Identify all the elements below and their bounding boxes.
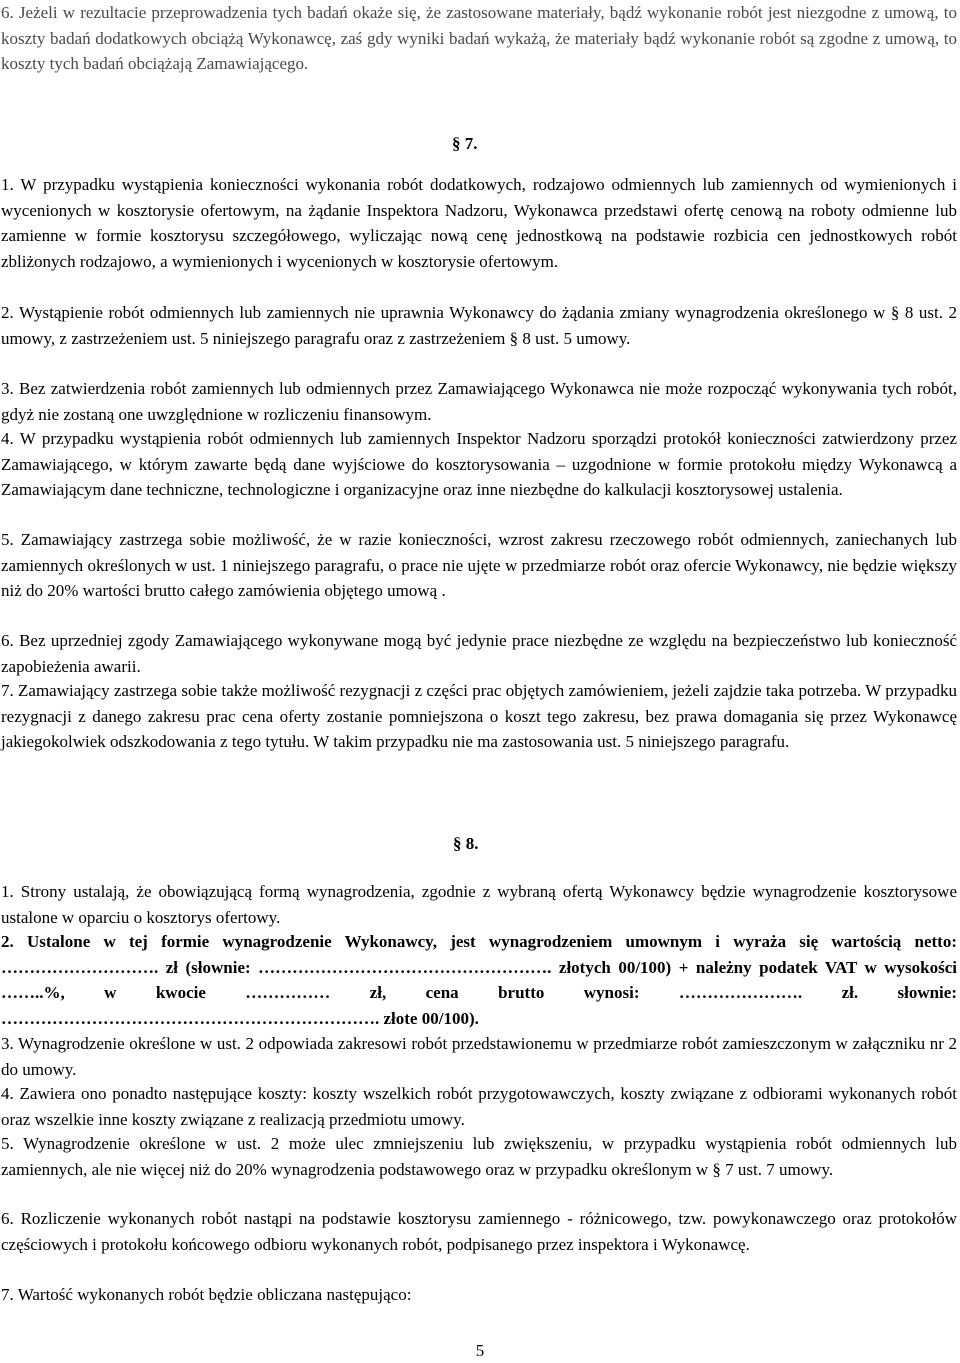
s7-paragraph-3: 3. Bez zatwierdzenia robót zamiennych lub odmiennych przez Zamawiającego Wykonawca nie może rozpocząć wykonywania tych robót, gdyż nie zostaną one uwzględnione w rozliczeniu finansowym. <box>1 379 957 424</box>
s8-paragraph-6: 6. Rozliczenie wykonanych robót nastąpi na podstawie kosztorysu zamiennego - różnicowego, tzw. powykonawczego oraz protokołów częściowych i protokołu końcowego odbioru wykonanych robót, podpisanego przez inspektora i Wykonawcę. <box>1 1209 957 1254</box>
s7-paragraph-6: 6. Bez uprzedniej zgody Zamawiającego wykonywane mogą być jedynie prace niezbędne ze względu na bezpieczeństwo lub konieczność zapobieżenia awarii. <box>1 631 957 676</box>
s8-paragraph-3: 3. Wynagrodzenie określone w ust. 2 odpowiada zakresowi robót przedstawionemu w przedmiarze robót zamieszczonym w załączniku nr 2 do umowy. <box>1 1034 957 1079</box>
s8-paragraph-1: 1. Strony ustalają, że obowiązującą formą wynagrodzenia, zgodnie z wybraną ofertą Wykonawcy będzie wynagrodzenie kosztorysowe ustalone w oparciu o kosztorys ofertowy. <box>1 882 957 927</box>
s7-paragraph-2: 2. Wystąpienie robót odmiennych lub zamiennych nie uprawnia Wykonawcy do żądania zmiany wynagrodzenia określonego w § 8 ust. 2 umowy, z zastrzeżeniem ust. 5 niniejszego paragrafu oraz z zastrzeżeniem § 8 ust. 5 umowy. <box>1 303 957 348</box>
s7-paragraph-4: 4. W przypadku wystąpienia robót odmiennych lub zamiennych Inspektor Nadzoru sporządzi protokół konieczności zatwierdzony przez Zamawiającego, w którym zawarte będą dane wyjściowe do kosztorysowania – uzgodnione w formie protokołu między Wykonawcą a Zamawiającym dane techniczne, technologiczne i organizacyjne oraz inne niezbędne do kalkulacji kosztorysowej ustalenia. <box>1 429 957 500</box>
s8-paragraph-5: 5. Wynagrodzenie określone w ust. 2 może ulec zmniejszeniu lub zwiększeniu, w przypadku wystąpienia robót odmiennych lub zamiennych, ale nie więcej niż do 20% wynagrodzenia podstawowego oraz w przypadku określonym w § 7 ust. 7 umowy. <box>1 1134 957 1179</box>
s8-paragraph-2: 2. Ustalone w tej formie wynagrodzenie Wykonawcy, jest wynagrodzeniem umownym i wyraża się wartością netto: ………………………. zł (słownie: ……………………………………………. złotych 00/100) + należny podatek VAT w wysokości ……..%, w kwocie …………… zł, cena brutto wynosi: …………………. zł. słownie: …………………………………………………………. złote 00/100). <box>1 932 957 1028</box>
s7-paragraph-7: 7. Zamawiający zastrzega sobie także możliwość rezygnacji z części prac objętych zamówieniem, jeżeli zajdzie taka potrzeba. W przypadku rezygnacji z danego zakresu prac cena oferty zostanie pomniejszona o koszt tego zakresu, bez prawa domagania się przez Wykonawcę jakiegokolwiek odszkodowania z tego tytułu. W takim przypadku nie ma zastosowania ust. 5 niniejszego paragrafu. <box>1 681 957 752</box>
s7-paragraph-1: 1. W przypadku wystąpienia konieczności wykonania robót dodatkowych, rodzajowo odmiennych lub zamiennych od wymienionych i wycenionych w kosztorysie ofertowym, na żądanie Inspektora Nadzoru, Wykonawca przedstawi ofertę cenową na roboty odmienne lub zamienne w formie kosztorysu szczegółowego, wyliczając nową cenę jednostkową na podstawie rozbicia cen jednostkowych robót zbliżonych rodzajowo, a wymienionych i wycenionych w kosztorysie ofertowym. <box>1 175 957 271</box>
paragraph-6-intro: 6. Jeżeli w rezultacie przeprowadzenia tych badań okaże się, że zastosowane materiały, bądź wykonanie robót jest niezgodne z umową, to koszty badań dodatkowych obciążą Wykonawcę, zaś gdy wyniki badań wykażą, że materiały bądź wykonanie robót są zgodne z umową, to koszty tych badań obciążają Zamawiającego. <box>1 3 957 74</box>
s7-paragraph-5: 5. Zamawiający zastrzega sobie możliwość, że w razie konieczności, wzrost zakresu rzeczowego robót odmiennych, zaniechanych lub zamiennych określonych w ust. 1 niniejszego paragrafu, o prace nie ujęte w przedmiarze robót oraz ofercie Wykonawcy, nie będzie większy niż do 20% wartości brutto całego zamówienia objętego umową . <box>1 530 957 601</box>
s8-paragraph-4: 4. Zawiera ono ponadto następujące koszty: koszty wszelkich robót przygotowawczych, koszty związane z odbiorami wykonanych robót oraz wszelkie inne koszty związane z realizacją przedmiotu umowy. <box>1 1084 957 1129</box>
section-8-heading: § 8. <box>453 834 479 853</box>
s8-paragraph-7: 7. Wartość wykonanych robót będzie obliczana następująco: <box>1 1285 412 1304</box>
page-number: 5 <box>475 1341 485 1360</box>
section-7-heading: § 7. <box>452 134 478 153</box>
